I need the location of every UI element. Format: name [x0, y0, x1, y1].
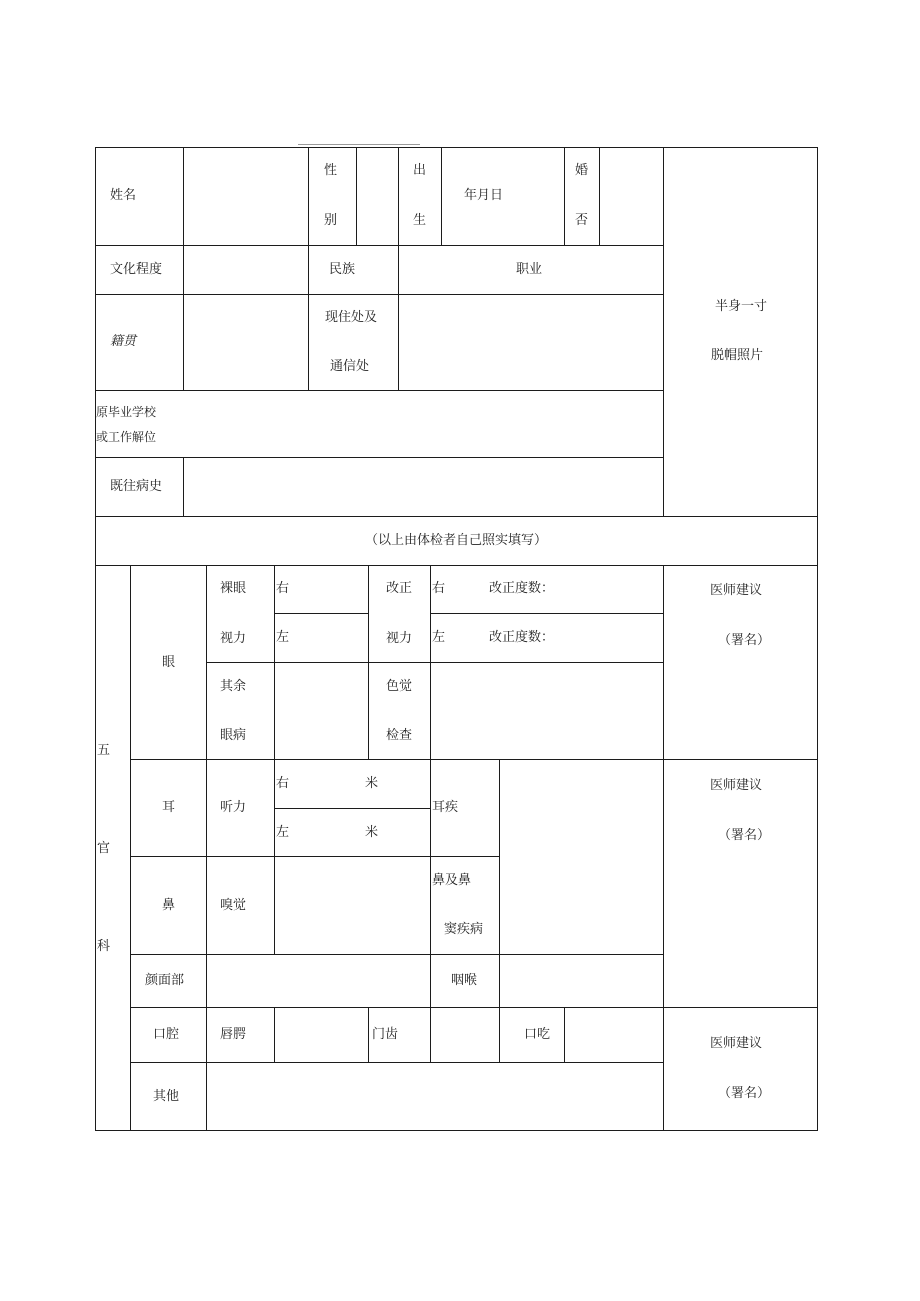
- corrected-vision-label-1: 改正: [386, 581, 413, 596]
- naked-vision-label-2: 视力: [220, 631, 247, 646]
- marital-label-1: 婚: [575, 163, 589, 178]
- advice-label-mouth: 医师建议: [709, 1036, 763, 1051]
- self-fill-note: （以上由体检者自己照实填写）: [364, 533, 548, 548]
- color-vision-label-1: 色觉: [386, 679, 413, 694]
- face-label: 颜面部: [145, 973, 185, 988]
- grid-line: [564, 1007, 565, 1063]
- sign-label-ear: （署名）: [717, 828, 771, 843]
- grid-line: [308, 147, 309, 391]
- corrected-left-degree: 改正度数：: [489, 630, 555, 645]
- section-label-1: 五: [97, 743, 111, 758]
- education-label: 文化程度: [110, 262, 163, 277]
- other-label: 其他: [153, 1089, 180, 1104]
- grid-line: [95, 147, 818, 148]
- hearing-right-label: 右: [276, 776, 290, 791]
- photo-label-2: 脱帽照片: [710, 348, 764, 363]
- ethnicity-label: 民族: [329, 262, 356, 277]
- eye-label: 眼: [162, 655, 176, 670]
- grid-line: [130, 565, 131, 1131]
- grid-line: [95, 457, 664, 458]
- grid-line: [130, 759, 818, 760]
- section-label-3: 科: [97, 939, 111, 954]
- grid-line: [95, 565, 818, 566]
- grid-line: [95, 390, 664, 391]
- grid-line: [430, 565, 431, 760]
- address-label-1: 现住处及: [325, 310, 378, 325]
- school-label-2: 或工作解位: [96, 430, 157, 444]
- grid-line: [183, 147, 184, 391]
- grid-line: [274, 808, 430, 809]
- grid-line: [274, 1007, 275, 1063]
- grid-line: [430, 1007, 431, 1063]
- advice-label-eye: 医师建议: [709, 583, 763, 598]
- hearing-right-unit: 米: [365, 776, 379, 791]
- grid-line: [368, 565, 369, 760]
- grid-line: [130, 1062, 664, 1063]
- grid-line: [368, 1007, 369, 1063]
- grid-line: [663, 147, 664, 517]
- grid-line: [130, 856, 500, 857]
- grid-line: [499, 1007, 500, 1063]
- grid-line: [130, 954, 664, 955]
- birth-label-1: 出: [413, 163, 427, 178]
- naked-right-label: 右: [276, 581, 290, 596]
- corrected-right-degree: 改正度数：: [489, 581, 555, 596]
- medical-history-label: 既往病史: [110, 479, 163, 494]
- grid-line: [183, 457, 184, 517]
- smell-label: 嗅觉: [220, 898, 247, 913]
- occupation-label: 职业: [516, 262, 543, 277]
- hearing-label: 听力: [220, 800, 247, 815]
- grid-line: [398, 147, 399, 391]
- grid-line: [430, 613, 664, 614]
- grid-line: [95, 516, 818, 517]
- native-place-label: 籍贯: [110, 334, 137, 349]
- section-label-2: 官: [97, 841, 111, 856]
- other-eye-label-2: 眼病: [220, 728, 247, 743]
- grid-line: [274, 565, 275, 955]
- grid-line: [663, 565, 664, 1131]
- incisors-label: 门齿: [372, 1027, 399, 1042]
- school-label-1: 原毕业学校: [96, 405, 157, 419]
- grid-line: [564, 147, 565, 246]
- grid-line: [441, 147, 442, 246]
- grid-line: [817, 147, 818, 1131]
- mouth-label: 口腔: [153, 1027, 180, 1042]
- sign-label-eye: （署名）: [717, 633, 771, 648]
- color-vision-label-2: 检查: [386, 728, 413, 743]
- grid-line: [430, 759, 431, 1008]
- throat-label: 咽喉: [451, 973, 478, 988]
- gender-label-1: 性: [324, 163, 338, 178]
- grid-line: [130, 1007, 818, 1008]
- grid-line: [599, 147, 600, 246]
- name-label: 姓名: [110, 188, 137, 203]
- hearing-left-unit: 米: [365, 825, 379, 840]
- birth-label-2: 生: [413, 213, 427, 228]
- corrected-right-label: 右: [432, 581, 446, 596]
- birth-date-placeholder: 年月日: [464, 188, 504, 203]
- sign-label-mouth: （署名）: [717, 1086, 771, 1101]
- grid-line: [206, 565, 207, 1131]
- corrected-left-label: 左: [432, 630, 446, 645]
- grid-line: [95, 245, 664, 246]
- corrected-vision-label-2: 视力: [386, 631, 413, 646]
- other-eye-label-1: 其余: [220, 679, 247, 694]
- grid-line: [499, 759, 500, 1008]
- top-rule: [298, 144, 420, 145]
- stutter-label: 口吃: [524, 1027, 551, 1042]
- naked-left-label: 左: [276, 630, 290, 645]
- address-label-2: 通信处: [330, 359, 370, 374]
- grid-line: [95, 1130, 818, 1131]
- photo-label-1: 半身一寸: [714, 299, 768, 314]
- naked-vision-label-1: 裸眼: [220, 581, 247, 596]
- grid-line: [95, 294, 664, 295]
- hearing-left-label: 左: [276, 825, 290, 840]
- ear-disease-label: 耳疾: [432, 800, 459, 815]
- nose-label: 鼻: [162, 898, 176, 913]
- sinus-label-1: 鼻及鼻: [432, 873, 472, 888]
- grid-line: [95, 147, 96, 1131]
- advice-label-ear: 医师建议: [709, 778, 763, 793]
- grid-line: [274, 613, 368, 614]
- sinus-label-2: 窦疾病: [444, 922, 484, 937]
- ear-label: 耳: [162, 800, 176, 815]
- grid-line: [356, 147, 357, 246]
- lips-palate-label: 唇腭: [220, 1027, 247, 1042]
- gender-label-2: 别: [324, 213, 338, 228]
- marital-label-2: 否: [575, 213, 589, 228]
